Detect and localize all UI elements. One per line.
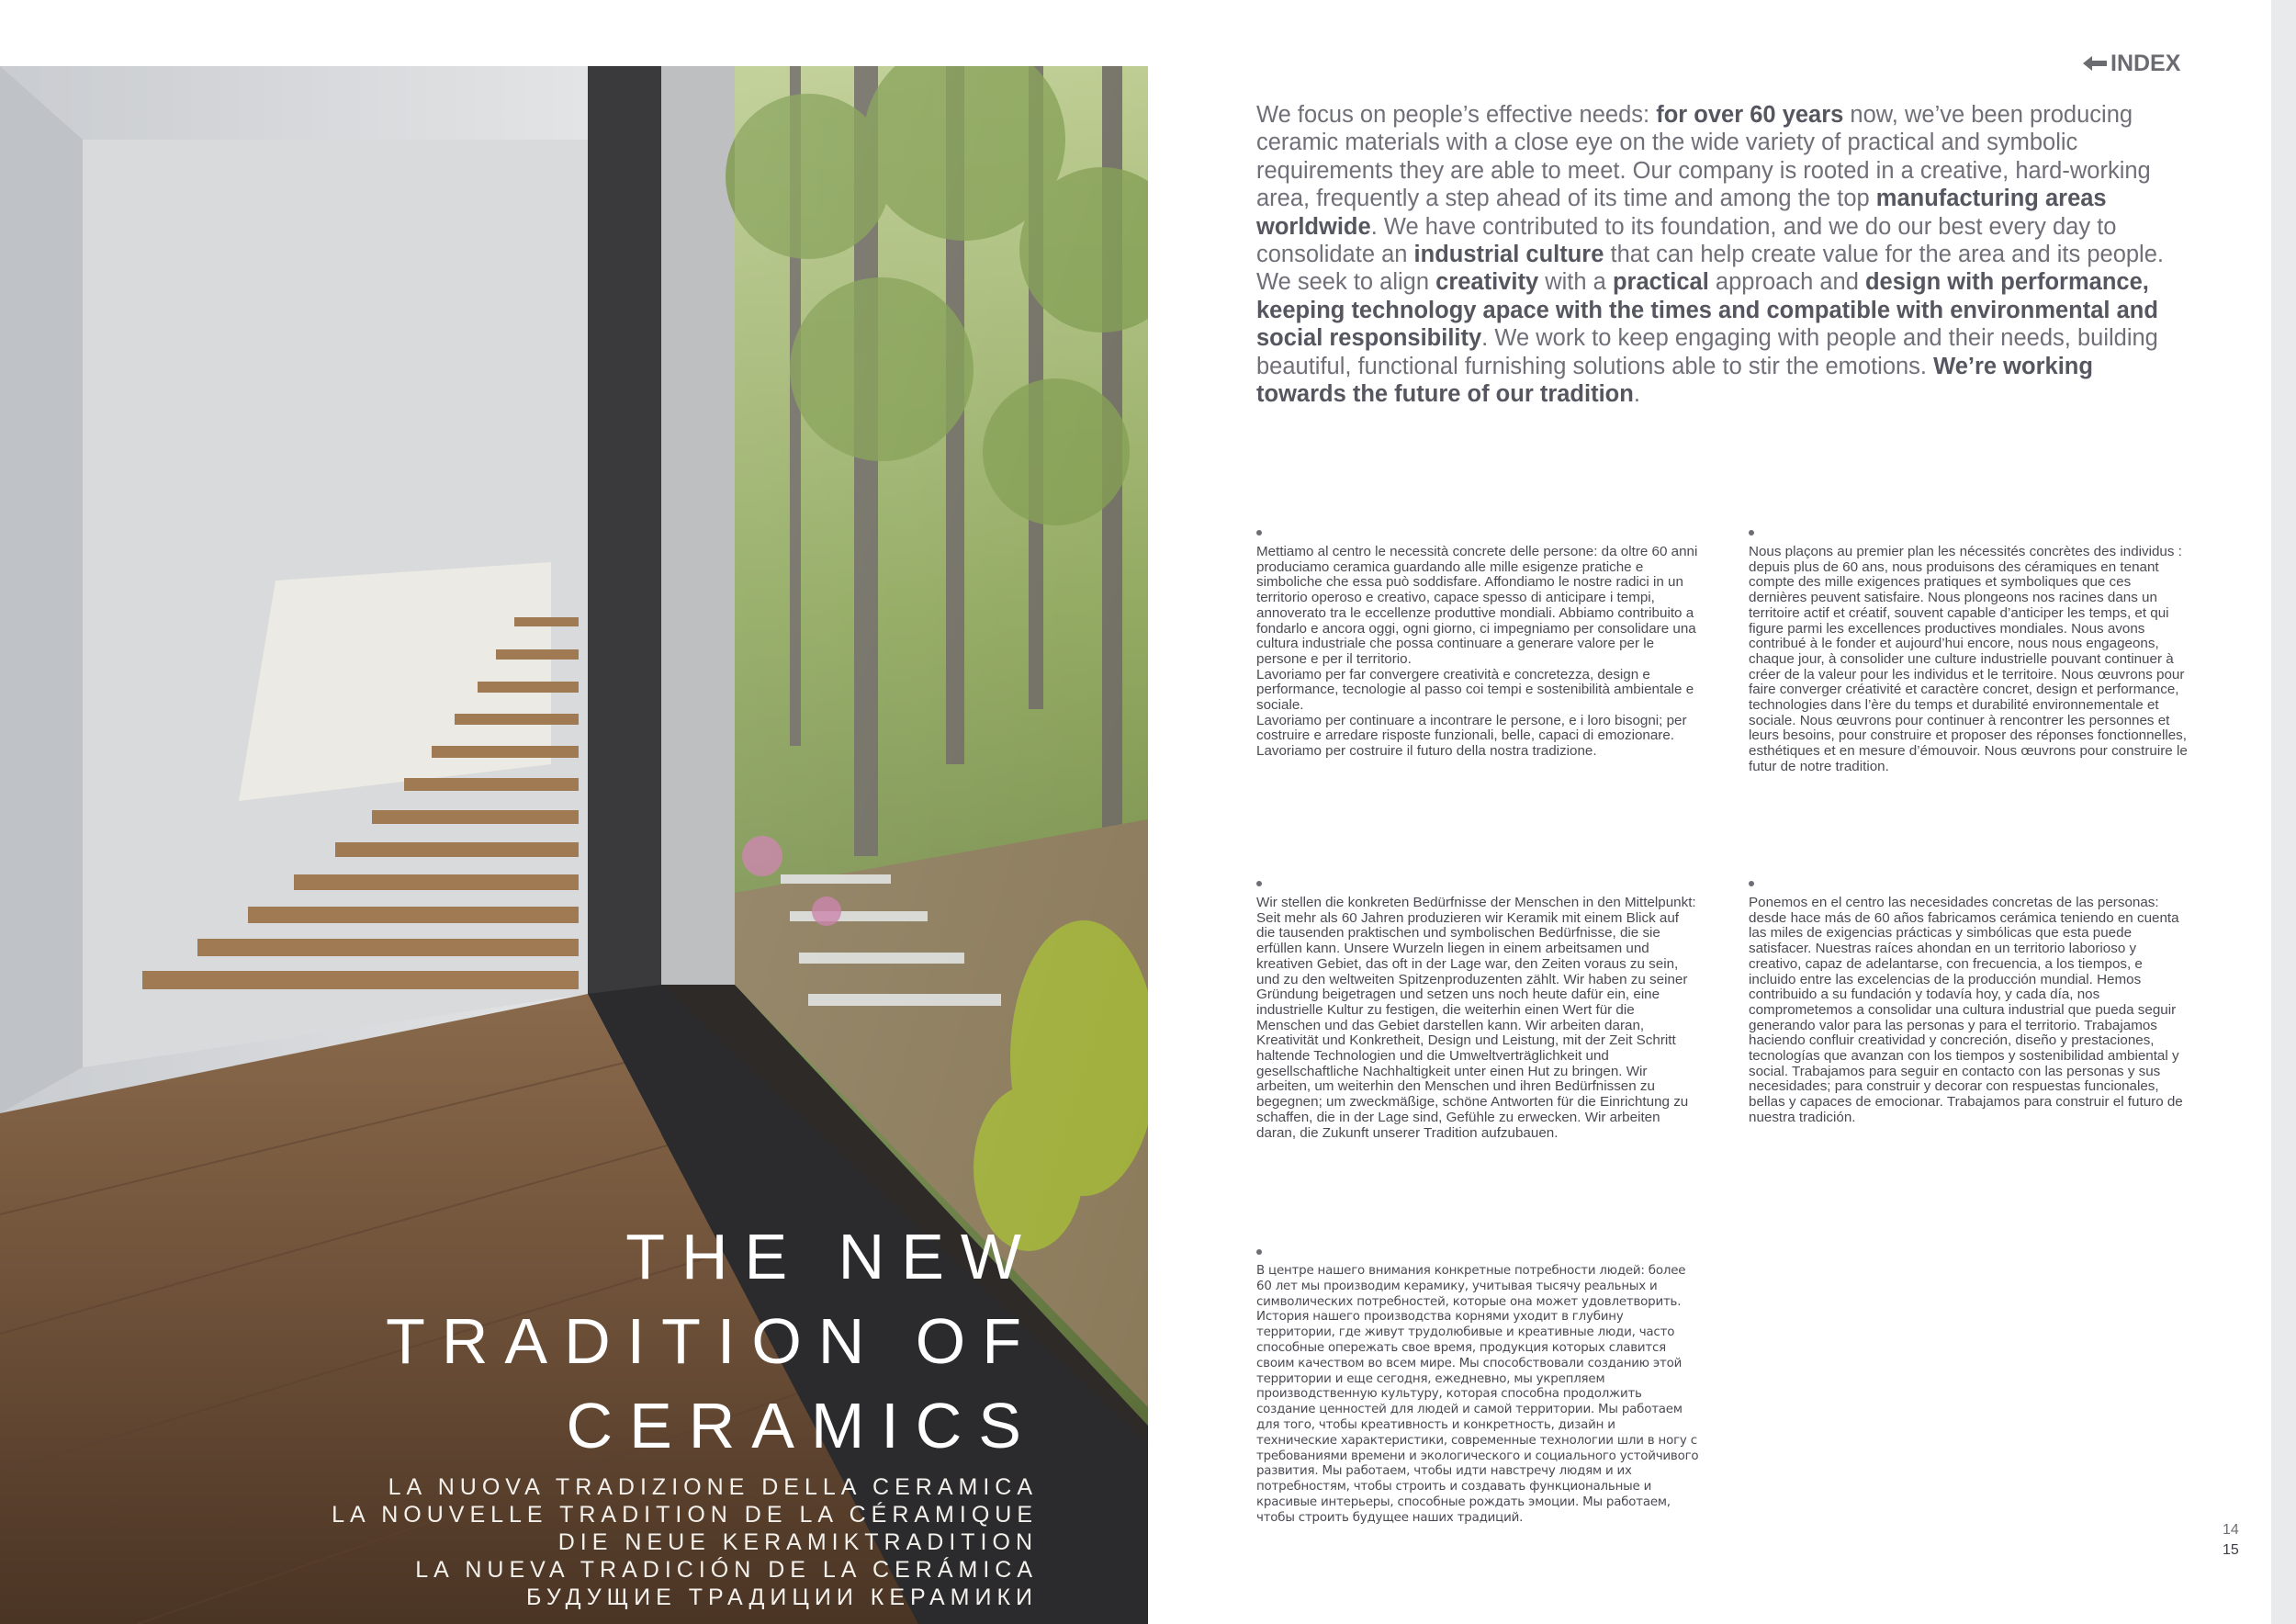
intro-text: approach and <box>1708 269 1865 296</box>
page-edge-strip <box>2271 0 2296 1624</box>
bullet-dot <box>1256 530 1262 536</box>
intro-emphasis: for over 60 years <box>1656 102 1844 128</box>
italian-text: Mettiamo al centro le necessità concrete delle persone: da oltre 60 anni produciamo ceramica guardando alle mille esigenze pratiche e simboliche che essa può soddisfare. Affondiamo le nostre radici in un territorio operoso e creativo, capace spesso di anticipare i tempi, annoverato tra le eccellenze produttive mondiali. Abbiamo contribuito a fondarlo e ancora oggi, ogni giorno, ci impegniamo per consolidare una cultura industriale che possa continuare a generare valore per le persone e per il territorio. Lavoriamo per far convergere creatività e concretezza, design e performance, tecnologie al passo coi tempi e sostenibilità ambientale e sociale. Lavoriamo per continuare a incontrare le persone, e i loro bisogni; per costruire e arredare risposte funzionali, belle, capaci di emozionare. Lavoriamo per costruire il futuro della nostra tradizione. <box>1256 544 1698 760</box>
text-column-german <box>1256 881 1699 1141</box>
intro-text: We focus on people’s effective needs: <box>1256 102 1657 128</box>
intro-text: . We work to keep engaging with people and their needs, building beautiful, functional furnishing solutions able to stir the emotions. <box>1256 325 2158 379</box>
russian-text: В центре нашего внимания конкретные потребности людей: более 60 лет мы производим керамику, учитывая тысячу реальных и символических потребностей, которые она может удовлетворить. История нашего производства корнями уходит в глубину территории, где живут трудолюбивые и креативные люди, часто способные опережать свое время, продукция которых славится своим качеством во всем мире. Мы способствовали созданию этой территории и еще сегодня, ежедневно, мы укрепляем производственную культуру, которая способна продолжить создание ценностей для людей и самой территории. Мы работаем для того, чтобы креативность и конкретность, дизайн и технические характеристики, современные технологии шли в ногу с требованиями времени и экологического и социального устойчивого развития. Мы работаем, чтобы идти навстречу людям и их потребностям, чтобы строить и создавать функциональные и красивые интерьеры, способные рождать эмоции. Мы работаем, чтобы строить будущее наших традиций. <box>1256 1264 1699 1525</box>
subtitle-italian: LA NUOVA TRADIZIONE DELLA CERAMICA <box>388 1474 1038 1500</box>
text-column-french <box>1749 530 2191 775</box>
bullet-dot <box>1749 881 1754 886</box>
intro-emphasis: industrial culture <box>1413 242 1604 268</box>
hero-title-line: CERAMICS <box>566 1390 1038 1461</box>
intro-emphasis: manufacturing areas worldwide <box>1256 186 2107 240</box>
intro-text: that can help create value for the area and its people. We seek to align <box>1256 242 2164 296</box>
subtitle-russian: БУДУЩИЕ ТРАДИЦИИ КЕРАМИКИ <box>525 1585 1038 1610</box>
hero-title-line: THE NEW <box>625 1221 1038 1292</box>
intro-emphasis: practical <box>1612 269 1709 296</box>
intro-emphasis: design with performance, keeping technology apace with the times and compatible with environmental and social responsibility <box>1256 269 2158 352</box>
bullet-dot <box>1749 530 1754 536</box>
page-number-left: 14 <box>2223 1522 2239 1538</box>
hero-title <box>119 1214 1038 1468</box>
subtitle-german: DIE NEUE KERAMIKTRADITION <box>557 1529 1038 1555</box>
intro-emphasis: We’re working towards the future of our tradition <box>1256 353 2093 408</box>
intro-emphasis: creativity <box>1435 269 1539 296</box>
intro-text: . We have contributed to its foundation, and we do our best every day to consolidate an <box>1256 213 2117 268</box>
bullet-dot <box>1256 881 1262 886</box>
index-link[interactable] <box>2083 51 2180 77</box>
intro-paragraph <box>1256 101 2186 408</box>
text-column-italian <box>1256 530 1699 760</box>
subtitle-french: LA NOUVELLE TRADITION DE LA CÉRAMIQUE <box>332 1502 1038 1528</box>
german-text: Wir stellen die konkreten Bedürfnisse der Menschen in den Mittelpunkt: Seit mehr als 60 Jahren produzieren wir Keramik mit einem Blick auf die tausenden praktischen und symbolischen Bedürfnisse, die sie erfüllen kann. Unsere Wurzeln liegen in einem arbeitsamen und kreativen Gebiet, das oft in der Lage war, den Zeiten voraus zu sein, und zu den weltweiten Spitzenproduzenten zählt. Wir haben zu seiner Gründung beigetragen und setzen uns noch heute dafür ein, eine industrielle Kultur zu festigen, die weiterhin einen Wert für die Menschen und das Gebiet darstellen kann. Wir arbeiten daran, Kreativität und Konkretheit, Design und Leistung, mit der Zeit Schritt haltende Technologien und die Umweltverträglichkeit und gesellschaftliche Nachhaltigkeit unter einen Hut zu bringen. Wir arbeiten, um weiterhin den Menschen und ihren Bedürfnissen zu begegnen; um zweckmäßige, schöne Antworten für die Einrichtung zu schaffen, die in der Lage sind, Gefühle zu erwecken. Wir arbeiten daran, die Zukunft unserer Tradition aufzubauen. <box>1256 895 1696 1141</box>
page-numbers <box>2223 1520 2239 1561</box>
hero-subtitles <box>119 1473 1038 1611</box>
hero-title-block <box>119 1214 1038 1611</box>
hero-photo <box>0 66 1148 1624</box>
hero-title-line: TRADITION OF <box>386 1305 1038 1377</box>
page-number-right: 15 <box>2223 1542 2239 1558</box>
spanish-text: Ponemos en el centro las necesidades concretas de las personas: desde hace más de 60 años fabricamos cerámica teniendo en cuenta las miles de exigencias prácticas y simbólicas que esta puede satisfacer. Nuestras raíces ahondan en un territorio laborioso y creativo, capaz de adelantarse, con frecuencia, a los tiempos, e incluido entre las excelencias de la producción mundial. Hemos contribuido a su fundación y todavía hoy, y cada día, nos comprometemos a consolidar una cultura industrial que pueda seguir generando valor para las personas y para el territorio. Trabajamos haciendo confluir creatividad y concreción, diseño y prestaciones, tecnologías que avanzan con los tiempos y sostenibilidad ambiental y social. Trabajamos para seguir en contacto con las personas y sus necesidades; para construir y decorar con respuestas funcionales, bellas y capaces de emocionar. Trabajamos para construir el futuro de nuestra tradición. <box>1749 895 2183 1125</box>
subtitle-spanish: LA NUEVA TRADICIÓN DE LA CERÁMICA <box>415 1557 1038 1583</box>
french-text: Nous plaçons au premier plan les nécessités concrètes des individus : depuis plus de 60 ans, nous produisons des céramiques en tenant compte des mille exigences pratiques et symboliques que ces dernières peuvent satisfaire. Nous plongeons nos racines dans un territoire actif et créatif, souvent capable d’anticiper les temps, et qui figure parmi les excellences productives mondiales. Nous avons contribué à le fonder et aujourd’hui encore, nous nous engageons, chaque jour, à consolider une culture industrielle pouvant continuer à créer de la valeur pour les individus et le territoire. Nous œuvrons pour faire converger créativité et caractère concret, design et performance, technologies dans l’ère du temps et durabilité environnementale et sociale. Nous œuvrons pour continuer à rencontrer les personnes et leurs besoins, pour construire et proposer des réponses fonctionnelles, esthétiques et en mesure d’émouvoir. Nous œuvrons pour construire le futur de notre tradition. <box>1749 544 2188 774</box>
index-arrow-icon <box>2083 56 2107 73</box>
intro-text: with a <box>1538 269 1613 296</box>
text-column-spanish <box>1749 881 2191 1126</box>
intro-text: now, we’ve been producing ceramic materials with a close eye on the wide variety of practical and symbolic requirements they are able to meet. Our company is rooted in a creative, hard-working area, frequently a step ahead of its time and among the top <box>1256 102 2151 212</box>
text-column-russian <box>1256 1249 1699 1527</box>
index-label: INDEX <box>2110 51 2181 76</box>
intro-text: . <box>1633 381 1640 408</box>
bullet-dot <box>1256 1249 1262 1255</box>
